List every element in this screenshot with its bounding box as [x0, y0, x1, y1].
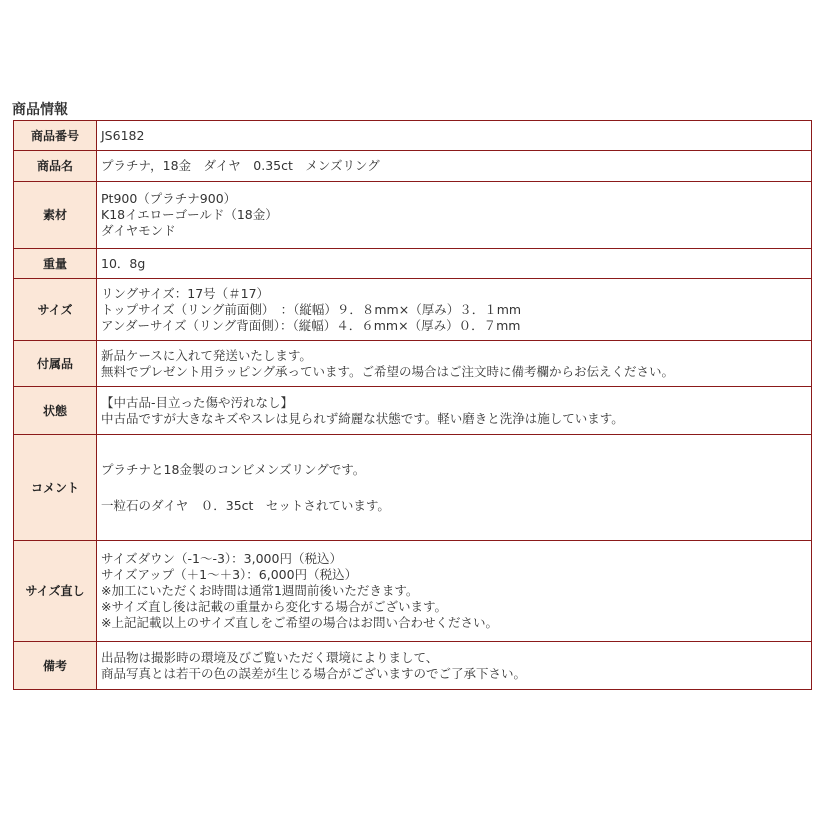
row-label: 状態	[14, 387, 97, 435]
row-label: 商品番号	[14, 121, 97, 151]
row-label: 備考	[14, 642, 97, 690]
value-line: 商品写真とは若干の色の誤差が生じる場合がございますのでご了承下さい。	[101, 665, 527, 681]
row-value	[97, 121, 812, 151]
table-row-weight	[14, 249, 812, 279]
row-label: 素材	[14, 182, 97, 249]
table-row-comment	[14, 435, 812, 541]
row-value	[97, 435, 812, 541]
value-line: ※サイズ直し後は記載の重量から変化する場合がございます。	[101, 599, 447, 614]
value-line: サイズアップ（＋1～＋3）：6,000円（税込）	[101, 567, 358, 582]
value-line: プラチナと18金製のコンビメンズリングです。	[101, 461, 366, 477]
row-value	[97, 151, 812, 182]
table-row-size	[14, 279, 812, 341]
row-value	[97, 341, 812, 387]
value-line: サイズダウン（‐1～‐3）：3,000円（税込）	[101, 551, 342, 566]
section-title: 商品情報	[12, 102, 68, 118]
value-line: リングサイズ：17号（＃17）	[101, 285, 270, 301]
value-line: プラチナ，18金 ダイヤ 0.35ct メンズリング	[101, 158, 380, 173]
row-value	[97, 182, 812, 249]
value-line: ※加工にいただくお時間は通常1週間前後いただきます。	[101, 583, 419, 598]
table-row-product-number	[14, 121, 812, 151]
row-label: 重量	[14, 249, 97, 279]
row-label: サイズ直し	[14, 541, 97, 642]
value-line: 中古品ですが大きなキズやスレは見られず綺麗な状態です。軽い磨きと洗浄は施しています。	[101, 410, 624, 426]
row-label: サイズ	[14, 279, 97, 341]
row-value	[97, 642, 812, 690]
value-line: 10．8g	[101, 255, 146, 271]
row-value	[97, 249, 812, 279]
value-line: Pt900（プラチナ900）	[101, 191, 237, 206]
value-line: ダイヤモンド	[101, 223, 176, 238]
value-line: 一粒石のダイヤ ０．35ct セットされています。	[101, 497, 390, 513]
table-row-material	[14, 182, 812, 249]
product-info-table	[13, 120, 812, 690]
value-line: ※上記記載以上のサイズ直しをご希望の場合はお問い合わせください。	[101, 615, 498, 630]
row-label: 商品名	[14, 151, 97, 182]
value-line: K18イエローゴールド（18金）	[101, 207, 278, 222]
table-row-product-name	[14, 151, 812, 182]
value-line: 出品物は撮影時の環境及びご覧いただく環境によりまして、	[101, 649, 439, 665]
table-row-accessories	[14, 341, 812, 387]
table-row-resizing	[14, 541, 812, 642]
row-value	[97, 387, 812, 435]
row-label: コメント	[14, 435, 97, 541]
value-line: 新品ケースに入れて発送いたします。	[101, 347, 312, 363]
row-label: 付属品	[14, 341, 97, 387]
value-line: JS6182	[101, 127, 145, 143]
value-line: 無料でプレゼント用ラッピング承っています。ご希望の場合はご注文時に備考欄からお伝えください。	[101, 363, 675, 379]
value-line: 【中古品‐目立った傷や汚れなし】	[101, 394, 294, 410]
table-row-remarks	[14, 642, 812, 690]
value-line: トップサイズ（リング前面側） ：（縦幅）９．８mm×（厚み）３．１mm	[101, 301, 522, 317]
row-value	[97, 541, 812, 642]
row-value	[97, 279, 812, 341]
table-row-condition	[14, 387, 812, 435]
value-line: アンダーサイズ（リング背面側）：（縦幅）４．６mm×（厚み）０．７mm	[101, 317, 521, 333]
line-gap	[101, 478, 807, 498]
